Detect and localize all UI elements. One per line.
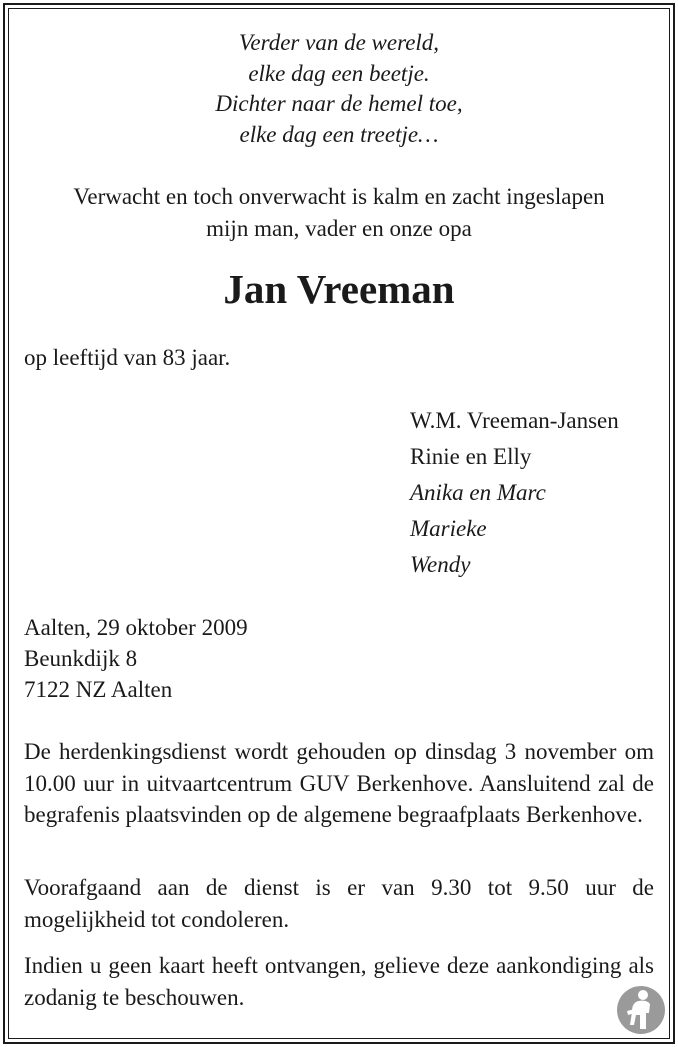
- address-line: Beunkdijk 8: [24, 646, 138, 671]
- condolence-paragraph: Voorafgaand aan de dienst is er van 9.30 tot 9.50 uur de mogelijkheid tot condoleren.: [24, 875, 654, 932]
- notice-paragraph: Indien u geen kaart heeft ontvangen, gelieve deze aankondiging als zodanig te beschouwen.: [24, 953, 654, 1010]
- poem: [0, 28, 678, 150]
- family-member: Rinie en Elly: [410, 444, 532, 469]
- service-paragraph: De herdenkingsdienst wordt gehouden op dinsdag 3 november om 10.00 uur in uitvaartcentrum GUV Berkenhove. Aansluitend zal de begrafenis plaatsvinden op de algemene begraafplaats Berkenhove.: [24, 739, 654, 827]
- poem-line: Verder van de wereld,: [238, 30, 440, 55]
- family-member: Anika en Marc: [410, 480, 546, 505]
- intro-line: Verwacht en toch onverwacht is kalm en zacht ingeslapen: [73, 184, 605, 209]
- figure-emblem-icon: [616, 985, 666, 1035]
- family-member: W.M. Vreeman-Jansen: [410, 408, 619, 433]
- family-member: Wendy: [410, 552, 471, 577]
- address-block: [24, 612, 248, 705]
- family-list: [410, 403, 619, 583]
- address-line: 7122 NZ Aalten: [24, 677, 173, 702]
- poem-line: elke dag een beetje.: [248, 60, 430, 86]
- intro-line: mijn man, vader en onze opa: [206, 216, 472, 241]
- age-text: op leeftijd van 83 jaar.: [24, 345, 231, 370]
- family-member: Marieke: [410, 516, 487, 541]
- poem-line: Dichter naar de hemel toe,: [215, 91, 463, 116]
- deceased-name: Jan Vreeman: [223, 266, 455, 312]
- address-line: Aalten, 29 oktober 2009: [24, 615, 248, 640]
- poem-line: elke dag een treetje…: [239, 121, 439, 147]
- intro-text: [0, 181, 678, 245]
